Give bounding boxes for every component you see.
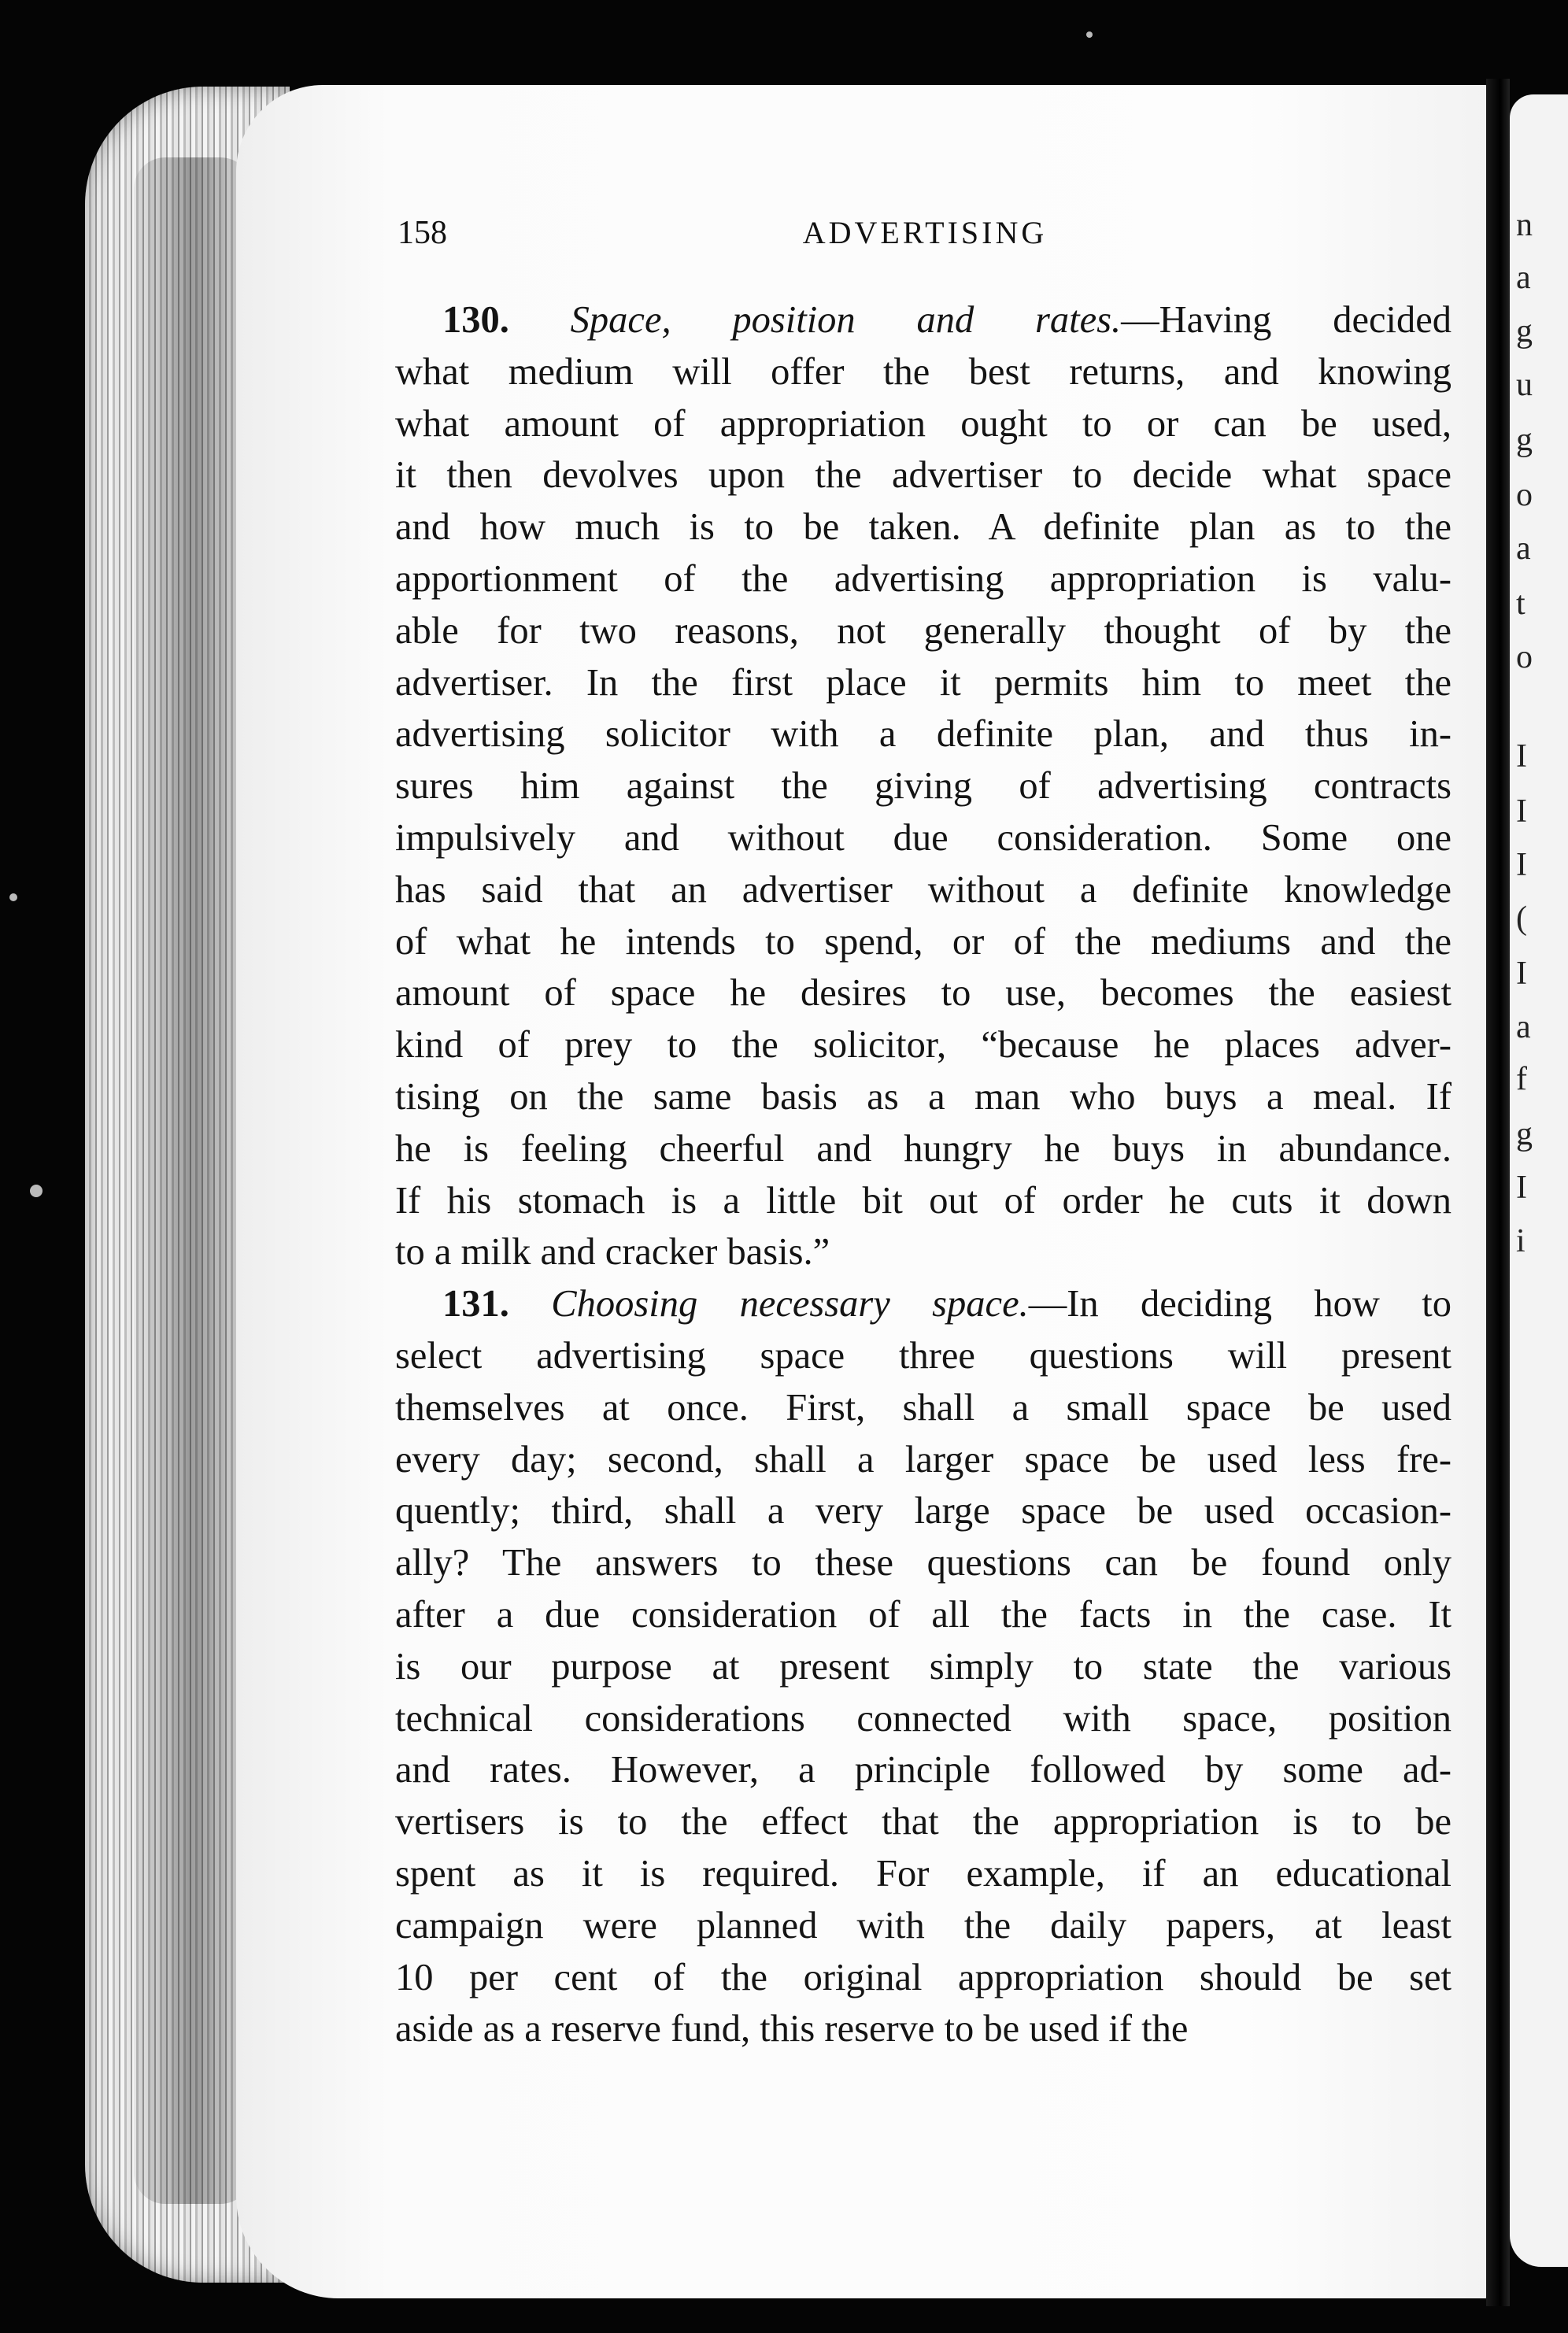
- text-line: technical considerations connected with space, position: [395, 1697, 1452, 1740]
- page-edges-shadow: [134, 157, 252, 2204]
- body-text: [395, 294, 1452, 2055]
- text-line: [395, 1278, 1452, 1330]
- text-line: it then devolves upon the advertiser to decide what space: [395, 454, 1452, 497]
- facing-page-fragment: i: [1516, 1223, 1525, 1259]
- text-line: every day; second, shall a larger space be used less fre-: [395, 1438, 1452, 1481]
- text-line: advertiser. In the first place it permits him to meet the: [395, 661, 1452, 704]
- scan-speck: [9, 893, 17, 901]
- facing-page-fragment: a: [1516, 260, 1531, 296]
- facing-page-fragment: a: [1516, 1009, 1531, 1045]
- text-line: to a milk and cracker basis.”: [395, 1231, 830, 1274]
- facing-page-fragment: t: [1516, 586, 1525, 622]
- facing-page-fragment: I: [1516, 1170, 1527, 1206]
- facing-page-fragment: g: [1516, 1116, 1533, 1152]
- text-line: impulsively and without due consideration. Some one: [395, 816, 1452, 859]
- facing-page-fragment: u: [1516, 367, 1533, 403]
- text-line: amount of space he desires to use, becomes the easiest: [395, 972, 1452, 1015]
- facing-page-fragment: a: [1516, 531, 1531, 567]
- text-line: quently; third, shall a very large space be used occasion-: [395, 1490, 1452, 1533]
- text-line: ally? The answers to these questions can be found only: [395, 1542, 1452, 1584]
- section-lead-text: —Having decided: [1121, 299, 1452, 341]
- facing-page-fragment: I: [1516, 847, 1527, 883]
- scan-speck: [1086, 31, 1093, 38]
- text-line: If his stomach is a little bit out of order he cuts it down: [395, 1179, 1452, 1222]
- section-number: 131.: [442, 1283, 509, 1325]
- page-heading: ADVERTISING: [802, 215, 1048, 250]
- facing-page-fragment: f: [1516, 1061, 1527, 1097]
- text-line: vertisers is to the effect that the appropriation is to be: [395, 1801, 1452, 1843]
- page-number: 158: [398, 215, 447, 251]
- text-line: and how much is to be taken. A definite plan as to the: [395, 506, 1452, 549]
- facing-page-fragment: I: [1516, 793, 1527, 830]
- text-line: has said that an advertiser without a definite knowledge: [395, 868, 1452, 911]
- scan-speck: [30, 1185, 43, 1197]
- text-line: themselves at once. First, shall a small space be used: [395, 1386, 1452, 1429]
- facing-page-fragment: I: [1516, 738, 1527, 775]
- text-line: [395, 294, 1452, 346]
- section-lead-text: —In deciding how to: [1028, 1283, 1452, 1325]
- text-line: spent as it is required. For example, if an educational: [395, 1852, 1452, 1895]
- facing-page-edge: [1510, 94, 1568, 2267]
- text-line: aside as a reserve fund, this reserve to be used if the: [395, 2008, 1189, 2050]
- text-line: he is feeling cheerful and hungry he buys in abundance.: [395, 1127, 1452, 1170]
- facing-page-fragment: o: [1516, 639, 1533, 675]
- text-line: and rates. However, a principle followed by some ad-: [395, 1749, 1452, 1791]
- text-line: of what he intends to spend, or of the mediums and the: [395, 920, 1452, 963]
- text-line: what amount of appropriation ought to or can be used,: [395, 402, 1452, 445]
- text-line: apportionment of the advertising appropriation is valu-: [395, 557, 1452, 600]
- text-line: is our purpose at present simply to state the various: [395, 1645, 1452, 1688]
- section-number: 130.: [442, 299, 509, 341]
- section-title: Choosing necessary space.: [551, 1283, 1029, 1325]
- text-line: select advertising space three questions will present: [395, 1334, 1452, 1377]
- text-line: campaign were planned with the daily papers, at least: [395, 1904, 1452, 1947]
- text-line: what medium will offer the best returns, and knowing: [395, 350, 1452, 393]
- facing-page-fragment: o: [1516, 477, 1533, 513]
- text-line: tising on the same basis as a man who buys a meal. If: [395, 1075, 1452, 1118]
- text-line: after a due consideration of all the facts in the case. It: [395, 1593, 1452, 1636]
- facing-page-fragment: g: [1516, 313, 1533, 349]
- text-line: able for two reasons, not generally thought of by the: [395, 609, 1452, 652]
- section-title: Space, position and rates.: [570, 299, 1122, 341]
- facing-page-fragment: g: [1516, 422, 1533, 458]
- text-line: advertising solicitor with a definite plan, and thus in-: [395, 713, 1452, 756]
- text-line: kind of prey to the solicitor, “because he places adver-: [395, 1024, 1452, 1067]
- text-line: sures him against the giving of advertising contracts: [395, 765, 1452, 808]
- running-head: [398, 214, 1452, 253]
- book-gutter: [1486, 79, 1510, 2306]
- facing-page-fragment: I: [1516, 956, 1527, 992]
- facing-page-fragment: n: [1516, 207, 1533, 243]
- text-line: 10 per cent of the original appropriation should be set: [395, 1956, 1452, 1998]
- facing-page-fragment: (: [1516, 900, 1527, 937]
